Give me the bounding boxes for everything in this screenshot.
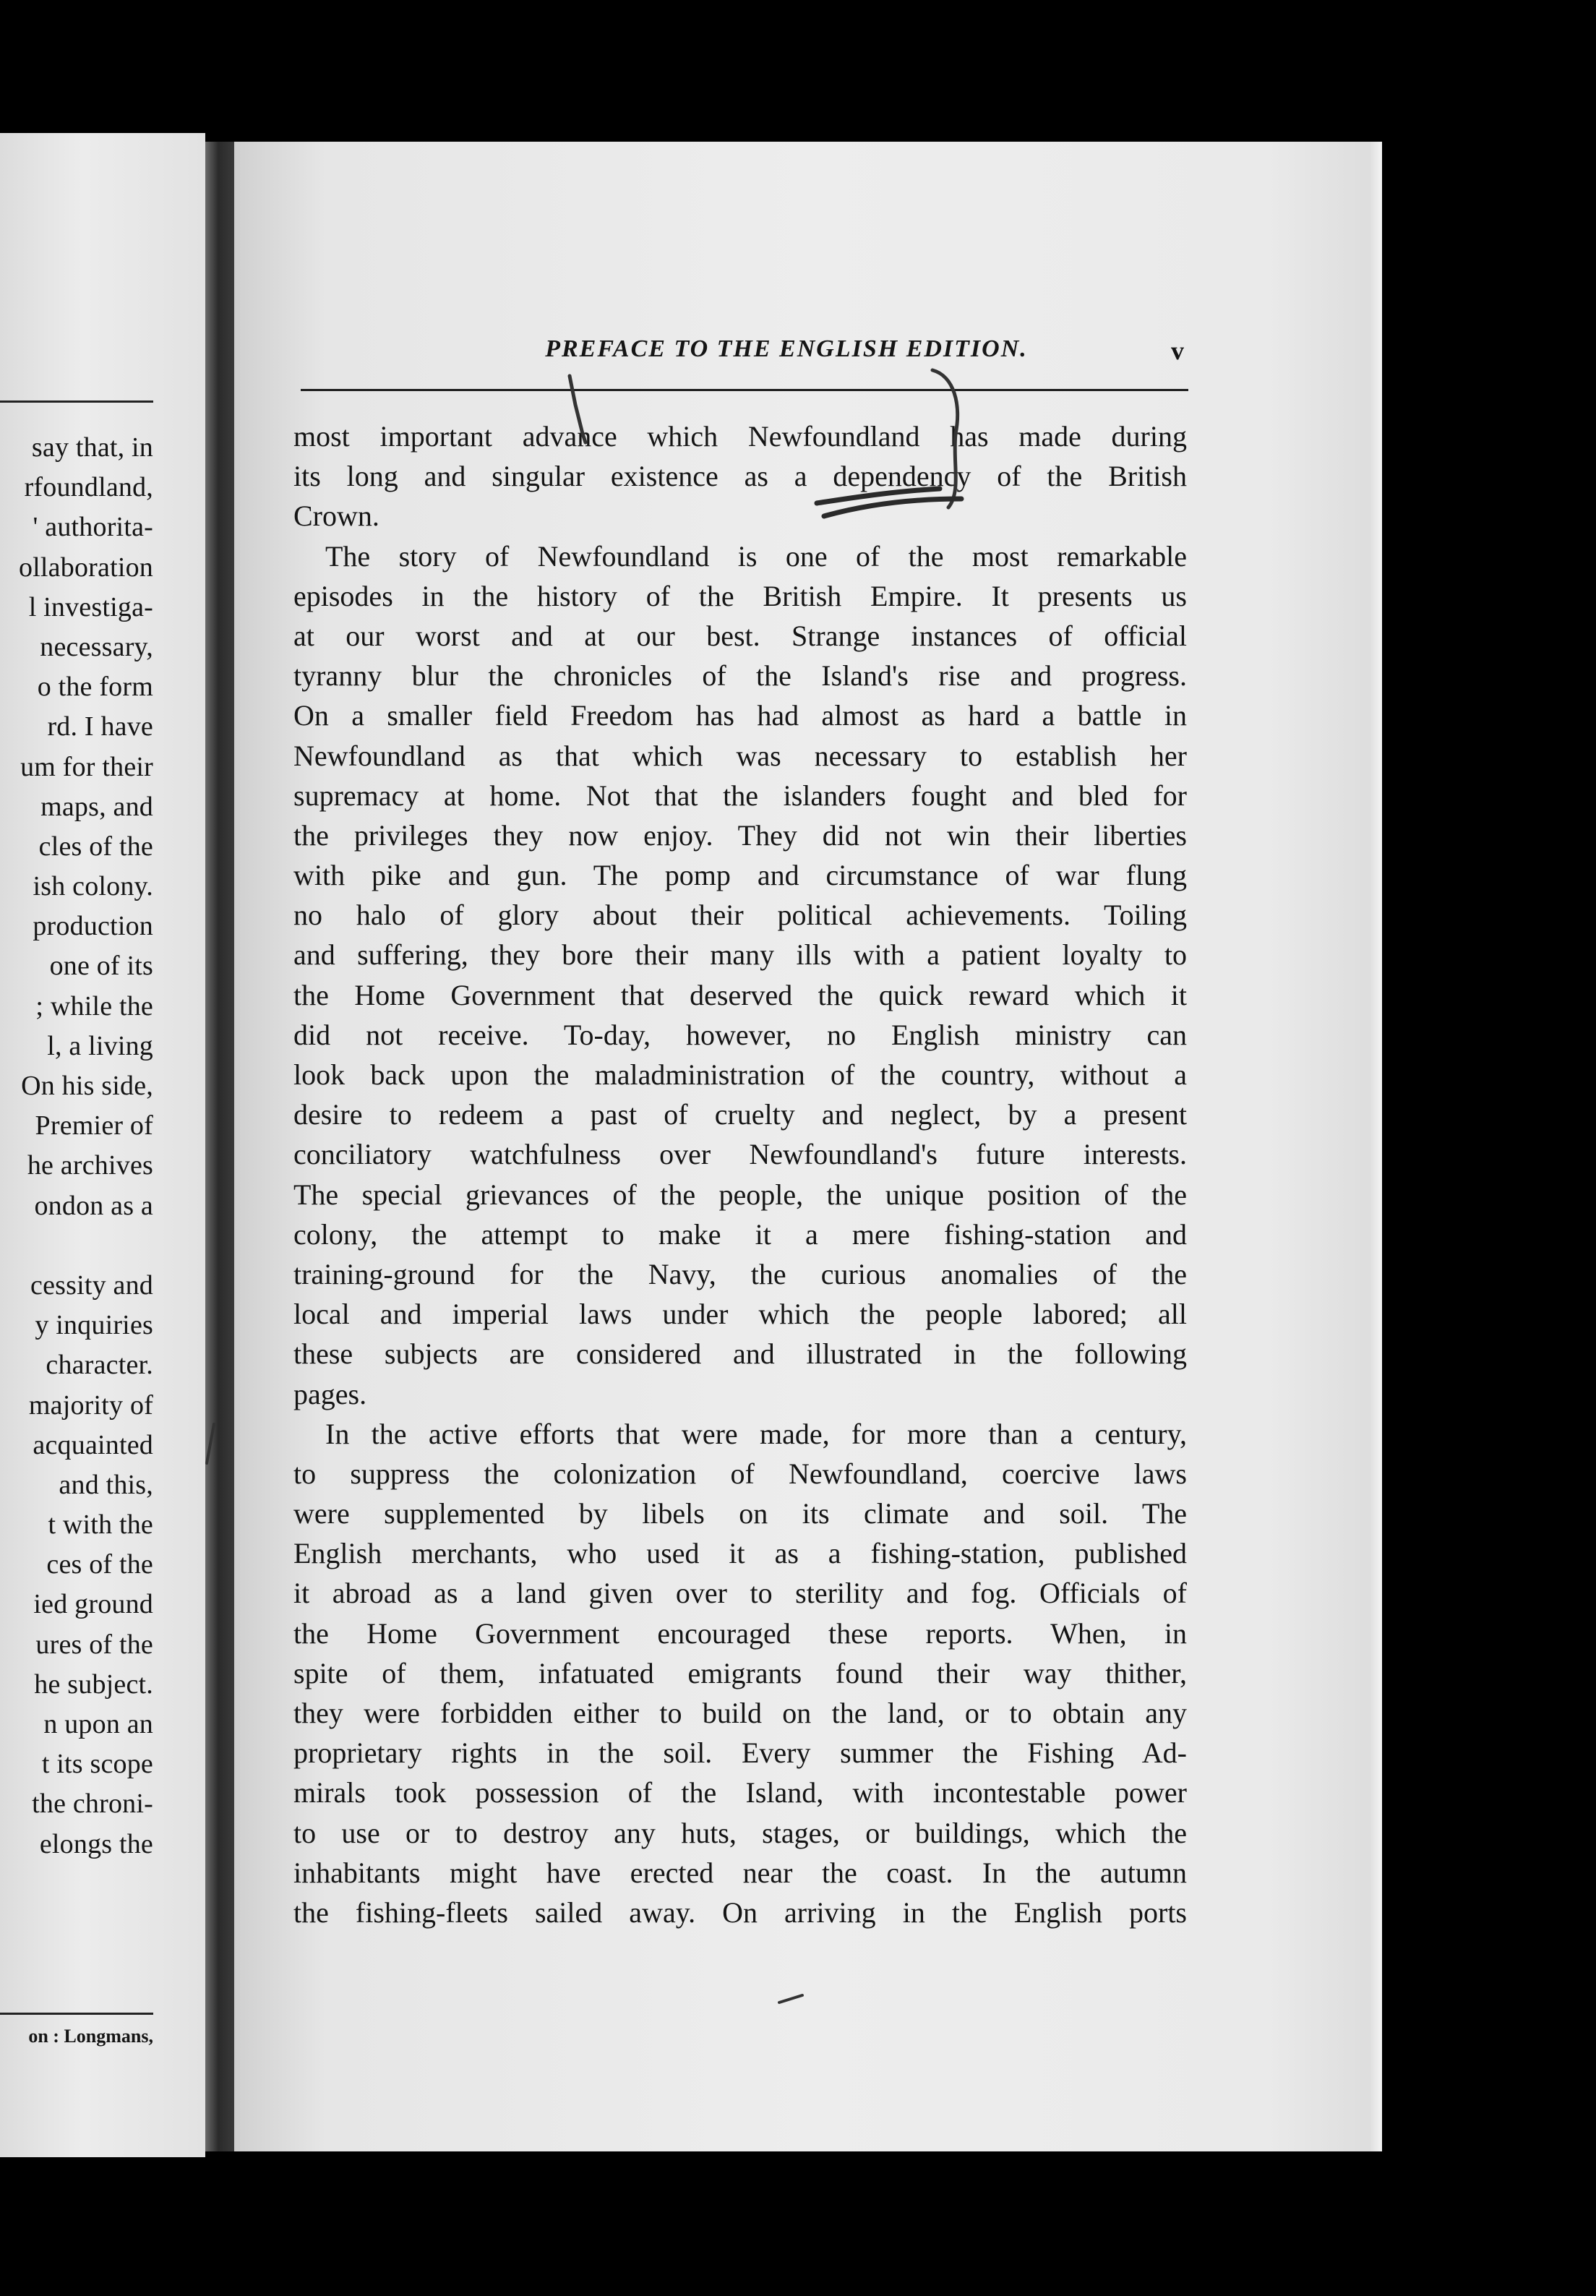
body-line: colony, the attempt to make it a mere fishing-station and [293,1217,1187,1251]
body-line: no halo of glory about their political achievements. Toiling [293,899,1187,932]
left-page-line: ish colony. [33,871,153,902]
body-line: and suffering, they bore their many ills with a patient loyalty to [293,938,1187,972]
left-page-line: l, a living [47,1030,153,1061]
left-page-line: ures of the [35,1629,153,1660]
left-page-line: ondon as a [34,1190,153,1221]
left-page-top-rule [0,400,153,403]
left-page-line: he archives [27,1150,153,1181]
body-line: did not receive. To-day, however, no English ministry can [293,1018,1187,1051]
left-page-line: y inquiries [35,1310,153,1341]
left-page-line: l investiga- [28,591,153,622]
body-line: the privileges they now enjoy. They did not win their liberties [293,818,1187,852]
left-page-line: necessary, [40,631,153,662]
body-line: were supplemented by libels on its climate and soil. The [293,1497,1187,1530]
body-line: desire to redeem a past of cruelty and neglect, by a present [293,1098,1187,1131]
body-line: supremacy at home. Not that the islanders fought and bled for [293,779,1187,812]
body-line: its long and singular existence as a dependency of the British [293,460,1187,493]
left-page-line: t with the [48,1509,153,1541]
body-line: episodes in the history of the British Empire. It presents us [293,579,1187,612]
left-page-line: ; while the [35,990,153,1021]
body-line: proprietary rights in the soil. Every summer the Fishing Ad- [293,1736,1187,1770]
body-line: local and imperial laws under which the people labored; all [293,1298,1187,1331]
left-page-line: acquainted [33,1429,153,1460]
left-page-footnote-rule [0,2013,153,2015]
left-page-line: one of its [49,951,153,982]
body-line: with pike and gun. The pomp and circumstance of war flung [293,859,1187,892]
body-line: most important advance which Newfoundland has made during [293,420,1187,453]
left-page-line: ied ground [33,1589,153,1620]
left-page-line: cles of the [38,831,153,862]
left-page-line [0,1226,153,1266]
left-page-line: n upon an [43,1709,153,1739]
left-page-line: cessity and [30,1269,153,1301]
body-line: In the active efforts that were made, for more than a century, [325,1417,1187,1450]
left-page-line: ces of the [46,1549,153,1580]
body-line: The story of Newfoundland is one of the most remarkable [325,539,1187,573]
body-line: at our worst and at our best. Strange instances of official [293,619,1187,652]
body-line: spite of them, infatuated emigrants found their way thither, [293,1656,1187,1689]
left-page-line: majority of [28,1389,153,1421]
body-line: it abroad as a land given over to sterility and fog. Officials of [293,1577,1187,1610]
left-page-line: the chroni- [32,1789,153,1820]
body-line: The special grievances of the people, the unique position of the [293,1178,1187,1211]
left-page-footnote: on : Longmans, [28,2026,153,2047]
body-line: English merchants, who used it as a fishing-station, published [293,1537,1187,1570]
left-page-line: o the form [37,672,153,703]
body-line: look back upon the maladministration of the country, without a [293,1058,1187,1091]
left-page-line: ollaboration [18,552,153,583]
body-line: these subjects are considered and illustrated in the following [293,1337,1187,1371]
page-edge [1370,142,1382,2151]
body-line: the Home Government encouraged these reports. When, in [293,1616,1187,1650]
body-line: On a smaller field Freedom has had almost as hard a battle in [293,699,1187,732]
body-line: inhabitants might have erected near the coast. In the autumn [293,1856,1187,1889]
left-page-line: Premier of [35,1110,153,1141]
body-text [293,416,1187,1932]
left-page-line: um for their [20,751,153,782]
left-page-line: maps, and [40,791,153,822]
right-page [234,142,1382,2151]
page-number: v [1171,336,1184,365]
body-line: Crown. [293,500,379,533]
body-line: mirals took possession of the Island, with incontestable power [293,1776,1187,1809]
body-line: the fishing-fleets sailed away. On arriving in the English ports [293,1896,1187,1929]
left-page-line: On his side, [21,1071,153,1101]
left-page-line: production [33,911,153,942]
body-line: pages. [293,1377,367,1410]
left-page-fragment [0,133,205,2157]
running-head [234,335,1382,363]
left-page-line: elongs the [39,1828,153,1859]
left-page-line: rfoundland, [24,472,153,503]
left-page-line: rd. I have [47,711,153,742]
left-page-line: and this, [59,1469,153,1500]
left-page-line: he subject. [34,1669,153,1700]
book-gutter-shadow [205,142,234,2151]
running-head-text: PREFACE TO THE ENGLISH EDITION. [545,335,1028,362]
left-page-text [0,428,153,1864]
left-page-line: ' authorita- [33,512,153,543]
body-line: to suppress the colonization of Newfoundland, coercive laws [293,1457,1187,1490]
body-line: conciliatory watchfulness over Newfoundland's future interests. [293,1138,1187,1171]
left-page-line: t its scope [41,1749,153,1780]
left-page-line: say that, in [31,432,153,463]
running-head-rule [301,389,1188,391]
left-page-line: character. [46,1350,153,1381]
body-line: they were forbidden either to build on the land, or to obtain any [293,1697,1187,1729]
body-line: tyranny blur the chronicles of the Island's rise and progress. [293,659,1187,693]
body-line: to use or to destroy any huts, stages, or buildings, which the [293,1816,1187,1849]
body-line: training-ground for the Navy, the curious anomalies of the [293,1257,1187,1290]
body-line: Newfoundland as that which was necessary to establish her [293,739,1187,772]
body-line: the Home Government that deserved the quick reward which it [293,978,1187,1011]
